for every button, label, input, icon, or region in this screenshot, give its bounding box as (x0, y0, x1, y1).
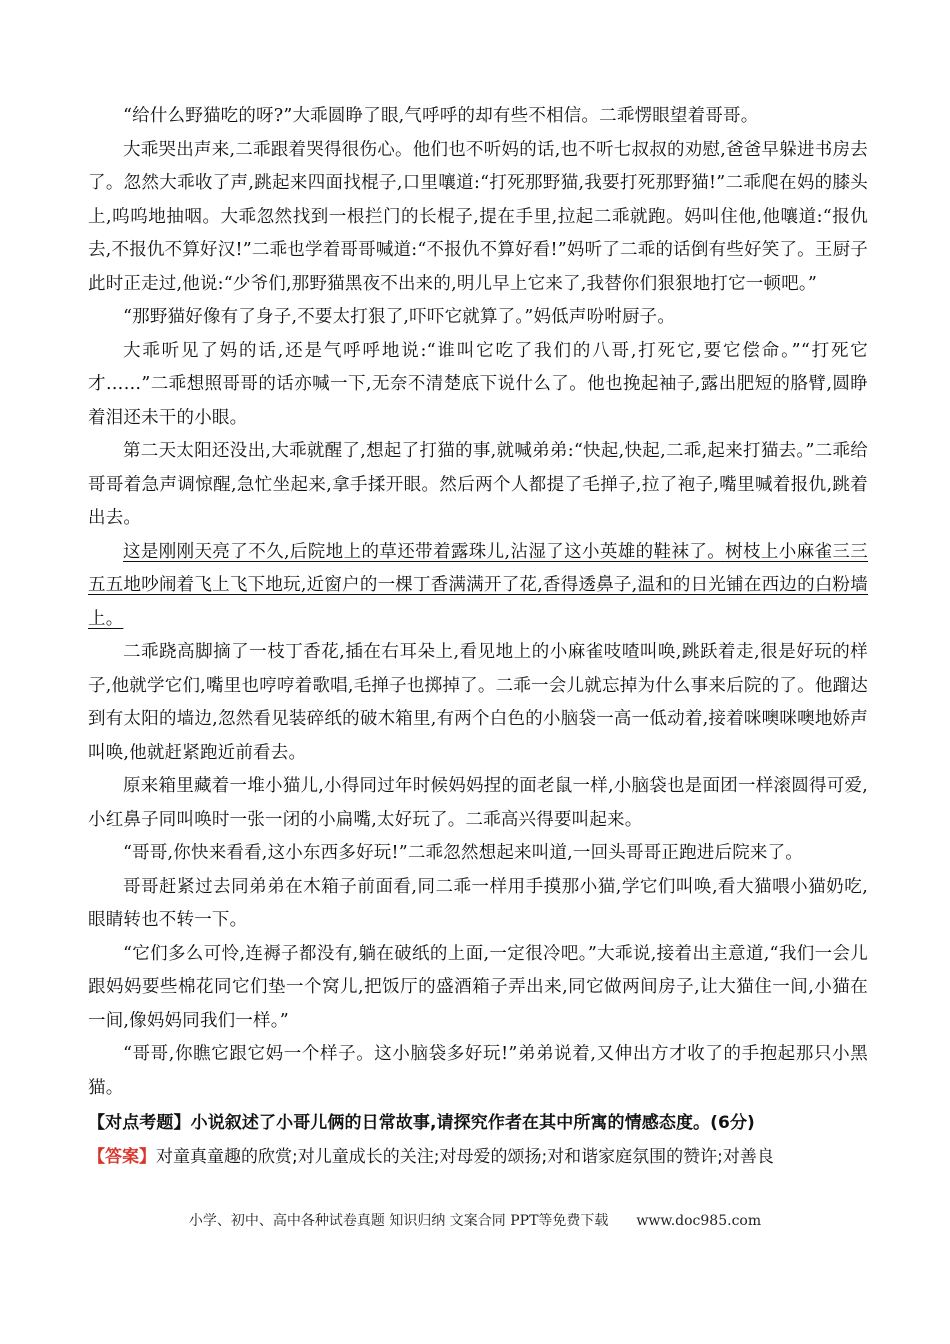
story-paragraph: 大乖听见了妈的话,还是气呼呼地说:“谁叫它吃了我们的八哥,打死它,要它偿命。”“打死它才……”二乖想照哥哥的话亦喊一下,无奈不清楚底下说什么了。他也挽起袖子,露出肥短的胳臂,圆睁着泪还未干的小眼。 (88, 340, 868, 428)
story-paragraph: 二乖跷高脚摘了一枝丁香花,插在右耳朵上,看见地上的小麻雀吱喳叫唤,跳跃着走,很是好玩的样子,他就学它们,嘴里也哼哼着歌唱,毛掸子也掷掉了。二乖一会儿就忘掉为什么事来后院的了。他蹓达到有太阳的墙边,忽然看见装碎纸的破木箱里,有两个白色的小脑袋一高一低动着,接着咪噢咪噢地娇声叫唤,他就赶紧跑近前看去。 (88, 642, 868, 763)
underlined-paragraph (88, 536, 868, 637)
answer-tag: 【答案】 (88, 1147, 156, 1167)
story-paragraph: 哥哥赶紧过去同弟弟在木箱子前面看,同二乖一样用手摸那小猫,学它们叫唤,看大猫喂小猫奶吃,眼睛转也不转一下。 (88, 876, 868, 930)
answer-text: 对童真童趣的欣赏;对儿童成长的关注;对母爱的颂扬;对和谐家庭氛围的赞许;对善良 (156, 1147, 774, 1167)
story-paragraph: 大乖哭出声来,二乖跟着哭得很伤心。他们也不听妈的话,也不听七叔叔的劝慰,爸爸早躲进书房去了。忽然大乖收了声,跳起来四面找棍子,口里嚷道:“打死那野猫,我要打死那野猫!”二乖爬在妈的膝头上,呜呜地抽咽。大乖忽然找到一根拦门的长棍子,提在手里,拉起二乖就跑。妈叫住他,他嚷道:“报仇去,不报仇不算好汉!”二乖也学着哥哥喊道:“不报仇不算好看!”妈听了二乖的话倒有些好笑了。王厨子此时正走过,他说:“少爷们,那野猫黑夜不出来的,明儿早上它来了,我替你们狠狠地打它一顿吧。” (88, 139, 868, 294)
underlined-segment: 近窗户的一棵丁香满满开了花,香得透鼻子,温和的日光铺在西边的白粉墙上。 (88, 575, 868, 629)
footer-text: 小学、初中、高中各种试卷真题 知识归纳 文案合同 PPT等免费下载 (188, 1213, 609, 1229)
story-body (88, 100, 868, 1173)
footer-url[interactable]: www.doc985.com (636, 1213, 762, 1229)
underlined-segment: 树枝上小麻雀三三五五地吵闹着飞上飞下地玩, (88, 541, 869, 595)
story-paragraph: “给什么野猫吃的呀?”大乖圆睁了眼,气呼呼的却有些不相信。二乖愣眼望着哥哥。 (123, 106, 759, 126)
story-paragraph: “哥哥,你快来看看,这小东西多好玩!”二乖忽然想起来叫道,一回头哥哥正跑进后院来了。 (123, 843, 804, 863)
story-paragraph: “它们多么可怜,连褥子都没有,躺在破纸的上面,一定很冷吧。”大乖说,接着出主意道,“我们一会儿跟妈妈要些棉花同它们垫一个窝儿,把饭厅的盛酒箱子弄出来,同它做两间房子,让大猫住一间,小猫在一间,像妈妈同我们一样。” (88, 943, 868, 1031)
story-paragraph: “那野猫好像有了身子,不要太打狠了,吓吓它就算了。”妈低声吩咐厨子。 (123, 307, 676, 327)
page-footer (0, 1210, 950, 1230)
exam-question: 【对点考题】小说叙述了小哥儿俩的日常故事,请探究作者在其中所寓的情感态度。(6分) (88, 1113, 755, 1133)
story-paragraph: 原来箱里藏着一堆小猫儿,小得同过年时候妈妈捏的面老鼠一样,小脑袋也是面团一样滚圆得可爱,小红鼻子同叫唤时一张一闭的小扁嘴,太好玩了。二乖高兴得要叫起来。 (88, 776, 868, 830)
story-paragraph: 第二天太阳还没出,大乖就醒了,想起了打猫的事,就喊弟弟:“快起,快起,二乖,起来打猫去。”二乖给哥哥着急声调惊醒,急忙坐起来,拿手揉开眼。然后两个人都提了毛掸子,拉了袍子,嘴里喊着报仇,跳着出去。 (88, 441, 868, 528)
story-paragraph: “哥哥,你瞧它跟它妈一个样子。这小脑袋多好玩!”弟弟说着,又伸出方才收了的手抱起那只小黑猫。 (88, 1044, 868, 1098)
underlined-segment: 这是刚刚天亮了不久,后院地上的草还带着露珠儿,沾湿了这小英雄的鞋袜了。 (123, 541, 726, 562)
answer-line (88, 1141, 868, 1173)
